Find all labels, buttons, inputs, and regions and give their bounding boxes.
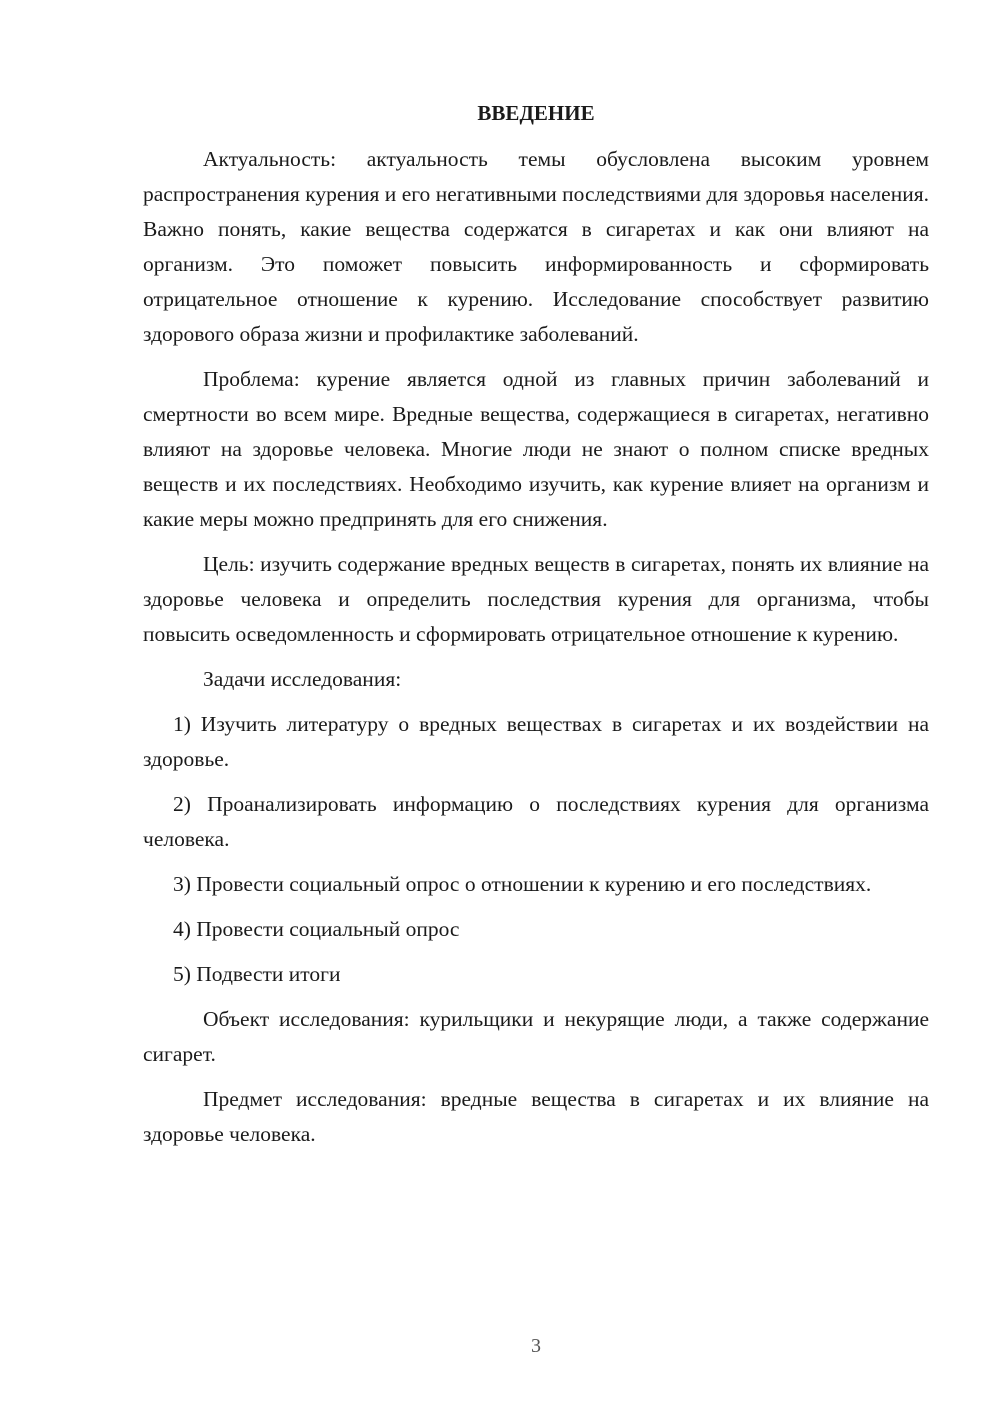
section-heading: ВВЕДЕНИЕ xyxy=(477,101,595,125)
tasks-list xyxy=(143,707,929,992)
paragraph-problem: Проблема: курение является одной из главных причин заболеваний и смертности во всем мире. Вредные вещества, содержащиеся в сигаретах, негативно влияют на здоровье человека. Многие люди не знают о полном списке вредных веществ и их последствиях. Необходимо изучить, как курение влияет на организм и какие меры можно предпринять для его снижения. xyxy=(143,367,929,531)
list-item: 1) Изучить литературу о вредных веществах в сигаретах и их воздействии на здоровье. xyxy=(143,712,929,771)
paragraph-goal: Цель: изучить содержание вредных веществ в сигаретах, понять их влияние на здоровье человека и определить последствия курения для организма, чтобы повысить осведомленность и сформировать отрицательное отношение к курению. xyxy=(143,552,929,646)
list-item: 2) Проанализировать информацию о последствиях курения для организма человека. xyxy=(143,792,929,851)
paragraph-subject: Предмет исследования: вредные вещества в сигаретах и их влияние на здоровье человека. xyxy=(143,1087,929,1146)
tasks-title: Задачи исследования: xyxy=(203,667,402,691)
list-item: 5) Подвести итоги xyxy=(173,962,341,986)
page-content xyxy=(143,96,929,1162)
list-item: 3) Провести социальный опрос о отношении к курению и его последствиях. xyxy=(173,872,872,896)
list-item: 4) Провести социальный опрос xyxy=(173,917,460,941)
paragraph-relevance: Актуальность: актуальность темы обусловлена высоким уровнем распространения курения и его негативными последствиями для здоровья населения. Важно понять, какие вещества содержатся в сигаретах и как они влияют на организм. Это поможет повысить информированность и сформировать отрицательное отношение к курению. Исследование способствует развитию здорового образа жизни и профилактике заболеваний. xyxy=(143,147,929,346)
page-number: 3 xyxy=(531,1335,541,1357)
paragraph-object: Объект исследования: курильщики и некурящие люди, а также содержание сигарет. xyxy=(143,1007,929,1066)
